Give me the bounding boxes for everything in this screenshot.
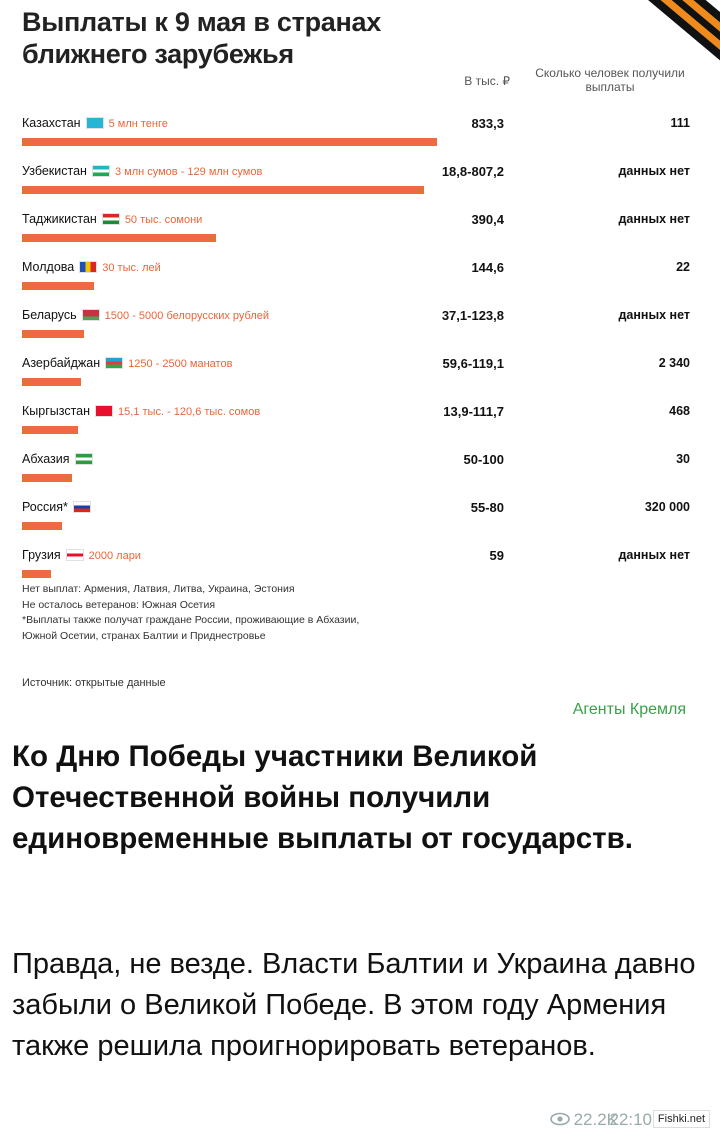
chart-row [0,212,720,256]
amount-value: 390,4 [471,212,504,227]
bar [22,426,78,434]
view-count-value: 22.2K [573,1110,618,1129]
flag-icon [74,502,90,512]
people-count: 22 [676,260,690,274]
amount-value: 59 [489,548,504,563]
country-name: Таджикистан [22,212,97,226]
flag-icon [106,358,122,368]
people-count: данных нет [618,308,690,322]
people-count: 30 [676,452,690,466]
flag-icon [80,262,96,272]
chart-row [0,452,720,496]
view-count [550,1110,618,1130]
amount-value: 144,6 [471,260,504,275]
post-headline: Ко Дню Победы участники Великой Отечественной войны получили единовременные выплаты от государств. [12,740,633,855]
bar [22,138,437,146]
currency-amount: 30 тыс. лей [102,262,161,274]
post-time: 22:10 [609,1110,652,1129]
footnote: Южной Осетии, странах Балтии и Приднестровье [22,629,266,642]
country-label [22,548,141,562]
chart-row [0,356,720,400]
currency-amount: 2000 лари [88,550,141,562]
people-column-header: Сколько человек получили выплаты [535,66,685,94]
bar [22,234,216,242]
country-name: Беларусь [22,308,77,322]
country-name: Казахстан [22,116,81,130]
country-name: Молдова [22,260,75,274]
country-name: Узбекистан [22,164,87,178]
currency-amount: 1500 - 5000 белорусских рублей [104,310,270,322]
footnote: Не осталось ветеранов: Южная Осетия [22,598,216,611]
country-label [22,260,161,274]
currency-amount: 1250 - 2500 манатов [128,358,233,370]
footnote: *Выплаты также получат граждане России, проживающие в Абхазии, [22,614,360,626]
footnotes [22,582,359,644]
people-count: данных нет [618,164,690,178]
bar [22,570,51,578]
country-label [22,116,168,130]
currency-amount: 15,1 тыс. - 120,6 тыс. сомов [118,406,261,418]
people-count: данных нет [618,212,690,226]
flag-icon [87,118,103,128]
amount-value: 833,3 [471,116,504,131]
post-body: Правда, не везде. Власти Балтии и Украина давно забыли о Великой Победе. В этом году Армения также решила проигнорировать ветеранов. [12,948,696,1062]
currency-amount: 3 млн сумов - 129 млн сумов [114,166,263,178]
country-name: Россия* [22,500,68,514]
bar [22,378,81,386]
chart-row [0,308,720,352]
source-note: Источник: открытые данные [22,677,166,689]
flag-icon [83,310,99,320]
amount-column-header: В тыс. ₽ [464,74,510,88]
flag-icon [67,550,83,560]
country-name: Грузия [22,548,61,562]
amount-value: 50-100 [463,452,504,467]
people-count: данных нет [618,548,690,562]
people-count: 111 [670,116,690,130]
bar [22,282,94,290]
country-label [22,452,98,466]
bar [22,330,84,338]
chart-row [0,500,720,544]
people-count: 468 [669,404,690,418]
flag-icon [76,454,92,464]
country-name: Азербайджан [22,356,101,370]
amount-value: 13,9-111,7 [443,404,504,419]
flag-icon [96,406,112,416]
amount-value: 18,8-807,2 [441,164,504,179]
chart-title: Выплаты к 9 мая в странах ближнего зарубежья [22,7,381,69]
bar [22,474,72,482]
currency-amount: 50 тыс. сомони [124,214,203,226]
eye-icon [550,1112,570,1126]
watermark: Fishki.net [653,1110,710,1128]
chart-row [0,260,720,304]
chart-row [0,404,720,448]
chart-row [0,116,720,160]
flag-icon [103,214,119,224]
country-label [22,164,262,178]
channel-name[interactable]: Агенты Кремля [572,701,686,718]
flag-icon [93,166,109,176]
currency-amount: 5 млн тенге [108,118,168,130]
country-label [22,356,232,370]
chart-row [0,164,720,208]
country-name: Абхазия [22,452,70,466]
amount-value: 55-80 [470,500,504,515]
country-label [22,500,96,514]
country-name: Кыргызстан [22,404,91,418]
bar [22,186,424,194]
people-count: 2 340 [658,356,690,370]
amount-value: 59,6-119,1 [442,356,504,371]
country-label [22,212,202,226]
country-label [22,404,260,418]
bar [22,522,62,530]
people-count: 320 000 [644,500,690,514]
footnote: Нет выплат: Армения, Латвия, Литва, Украина, Эстония [22,583,295,595]
amount-value: 37,1-123,8 [441,308,504,323]
country-label [22,308,269,322]
